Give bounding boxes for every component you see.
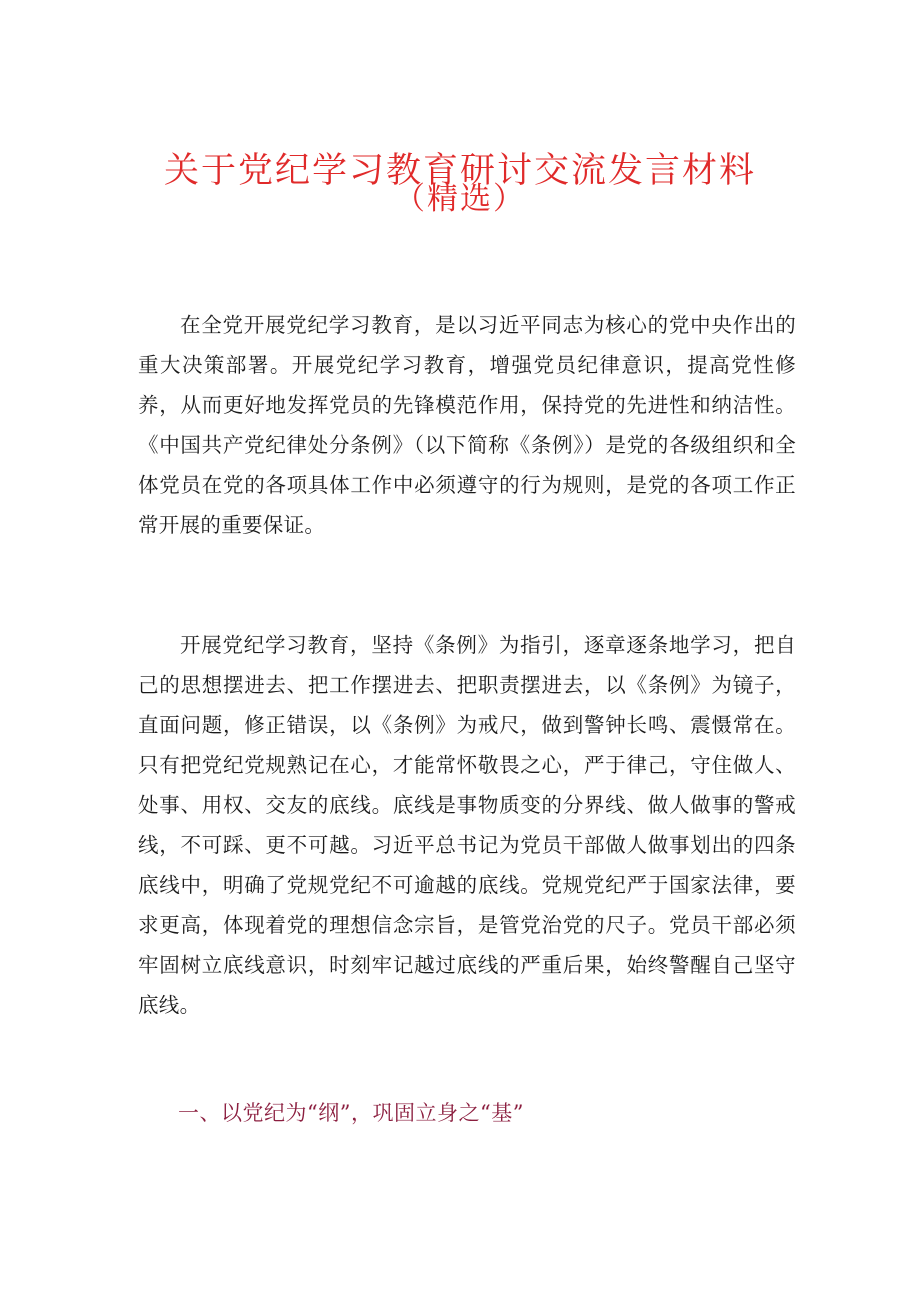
document-title: 关于党纪学习教育研讨交流发言材料 <box>163 151 756 191</box>
section-heading: 一、以党纪为“纲”，巩固立身之“基” <box>178 1101 524 1125</box>
paragraph-1: 在全党开展党纪学习教育，是以习近平同志为核心的党中央作出的重大决策部署。开展党纪学习教育，增强党员纪律意识，提高党性修养，从而更好地发挥党员的先锋模范作用，保持党的先进性和纳洁性。《中国共产党纪律处分条例》（以下简称《条例》）是党的各级组织和全体党员在党的各项具体工作中必须遵守的行为规则，是党的各项工作正常开展的重要保证。 <box>138 312 796 537</box>
document-subtitle: （精选） <box>394 181 526 217</box>
paragraph-2: 开展党纪学习教育，坚持《条例》为指引，逐章逐条地学习，把自己的思想摆进去、把工作摆进去、把职责摆进去，以《条例》为镜子，直面问题，修正错误，以《条例》为戒尺，做到警钟长鸣、震慑常在。只有把党纪党规熟记在心，才能常怀敬畏之心，严于律己，守住做人、处事、用权、交友的底线。底线是事物质变的分界线、做人做事的警戒线，不可踩、更不可越。习近平总书记为党员干部做人做事划出的四条底线中，明确了党规党纪不可逾越的底线。党规党纪严于国家法律，要求更高，体现着党的理想信念宗旨，是管党治党的尺子。党员干部必须牢固树立底线意识，时刻牢记越过底线的严重后果，始终警醒自己坚守底线。 <box>138 632 796 1017</box>
